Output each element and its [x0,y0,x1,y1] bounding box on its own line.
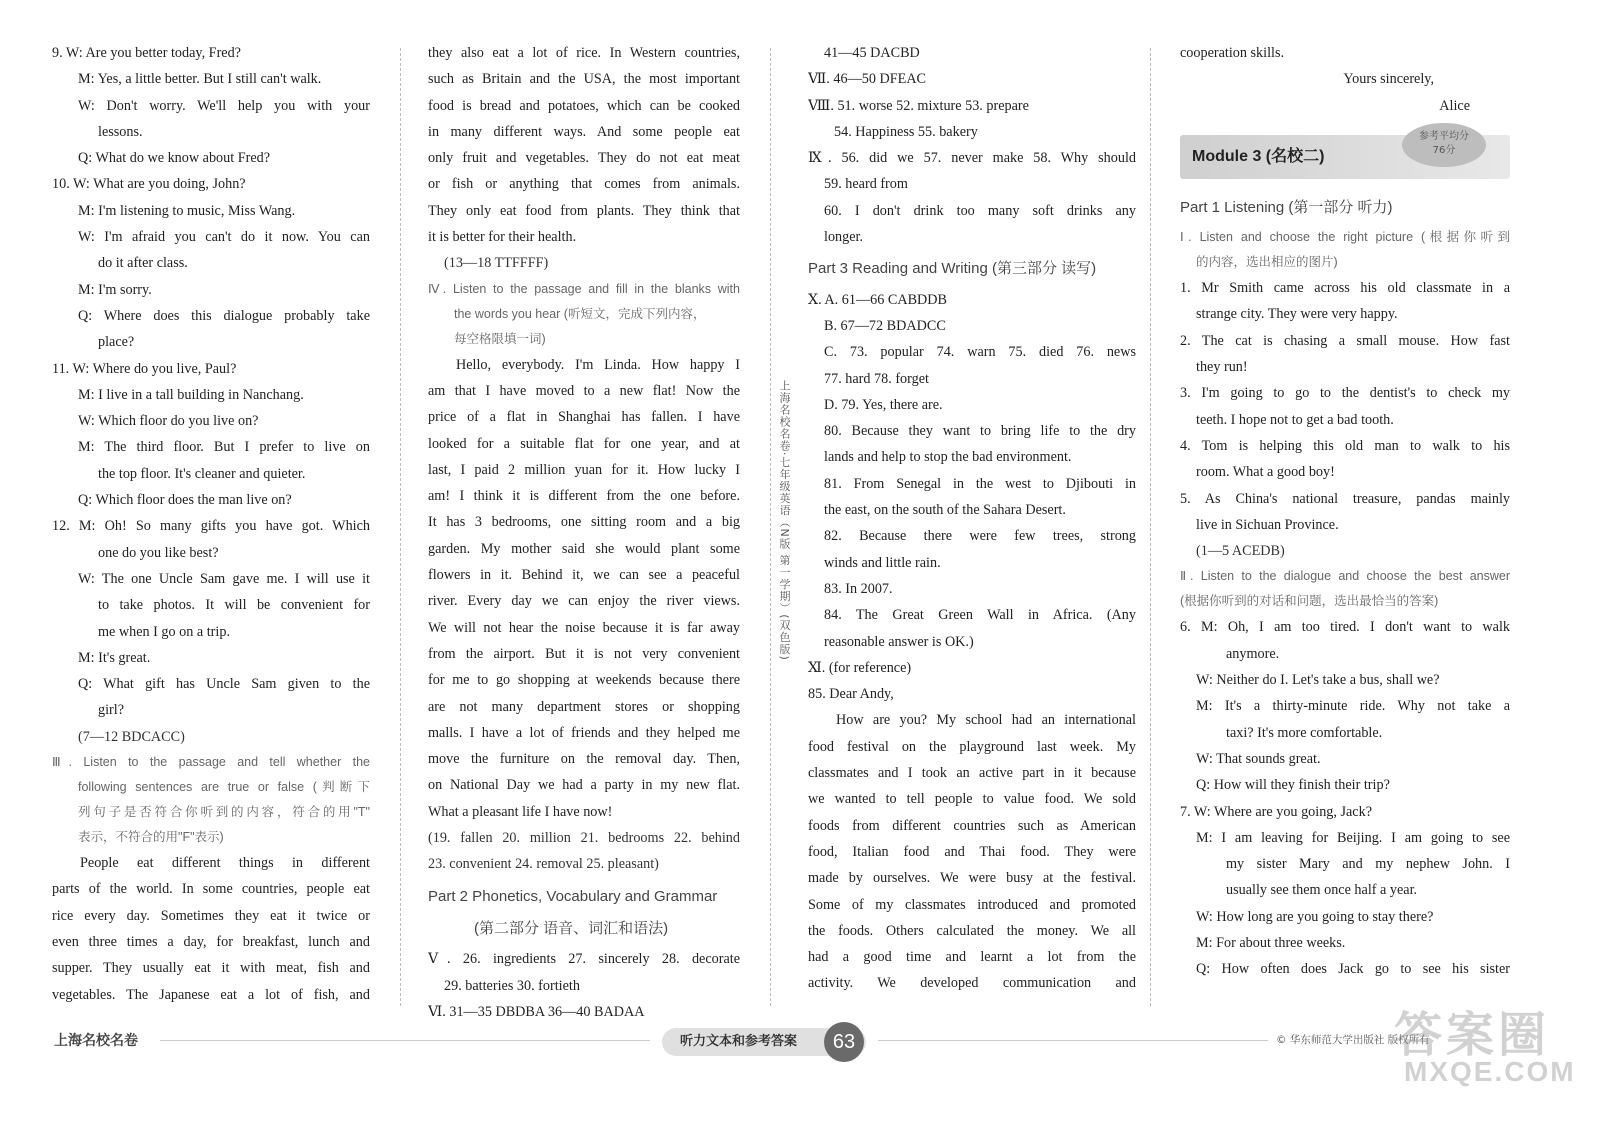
spine-text: 上海名校名卷·七年级英语（N版 第一学期）(双色版) [778,380,791,661]
text-line: They only eat food from plants. They think that [428,202,740,219]
column-2 [428,40,740,1025]
text-line: 的内容，选出相应的图片) [1196,255,1338,270]
text-line: W: Don't worry. We'll help you with your [78,97,370,114]
text-line: Part 1 Listening (第一部分 听力) [1180,198,1393,216]
text-line: the foods. Others calculated the money. We all [808,922,1136,939]
text-line: Hello, everybody. I'm Linda. How happy I [456,356,740,373]
text-line: 23. convenient 24. removal 25. pleasant) [428,856,659,873]
text-line: Ⅵ. 31—35 DBDBA 36—40 BADAA [428,1003,645,1020]
text-line: (根据你听到的对话和问题，选出最恰当的答案) [1180,594,1439,609]
text-line: foods from different countries such as American [808,817,1136,834]
text-line: Ⅱ. Listen to the dialogue and choose the best answer [1180,569,1510,584]
text-line: vegetables. The Japanese eat a lot of fish, and [52,986,370,1003]
text-line: 41—45 DACBD [824,45,920,61]
text-line: do it after class. [98,255,188,272]
text-line: 54. Happiness 55. bakery [834,123,978,140]
text-line: (13—18 TTFFFF) [444,255,549,272]
text-line: looked for a suitable flat for one year, and at [428,435,740,452]
footer-copyright: © 华东师范大学出版社 版权所有 [1276,1034,1430,1046]
text-line: 每空格限填一词) [454,331,546,346]
text-line: 10. W: What are you doing, John? [52,176,246,193]
text-line: 5. As China's national treasure, pandas mainly [1180,490,1510,507]
text-line: 7. W: Where are you going, Jack? [1180,803,1372,820]
text-line: am that I have moved to a new flat! Now the [428,382,740,399]
text-line: Ⅲ. Listen to the passage and tell whether the [52,755,370,770]
text-line: move the furniture on the removal day. Then, [428,751,740,768]
text-line: food festival on the playground last week. My [808,738,1136,755]
text-line: M: It's great. [78,649,151,666]
column-1 [52,40,370,1008]
text-line: place? [98,334,135,351]
watermark-url: MXQE.COM [1404,1056,1576,1087]
text-line: the words you hear (听短文，完成下列内容， [454,306,706,321]
badge-score: 76分 [1432,144,1456,156]
column-4 [1180,40,1510,983]
text-line: (19. fallen 20. million 21. bedrooms 22. behind [428,830,740,847]
text-line: am! I think it is different from the one before. [428,488,740,505]
text-line: W: The one Uncle Sam gave me. I will use it [78,570,370,587]
text-line: only fruit and vegetables. They do not eat meat [428,150,740,167]
text-line: How are you? My school had an international [836,712,1136,729]
text-line: Ⅶ. 46—50 DFEAC [808,71,927,88]
text-line: M: I live in a tall building in Nanchang. [78,386,304,403]
text-line: such as Britain and the USA, the most important [428,71,740,88]
footer-series-title: 上海名校名卷 [54,1033,138,1049]
text-line: Ⅳ. Listen to the passage and fill in the blanks with [428,281,740,296]
text-line: M: For about three weeks. [1196,935,1346,952]
footer [0,1028,1600,1068]
text-line: they also eat a lot of rice. In Western countries, [428,45,740,61]
text-line: 3. I'm going to go to the dentist's to check my [1180,385,1510,402]
text-line: Ⅷ. 51. worse 52. mixture 53. prepare [808,97,1029,114]
watermark-logo [1390,992,1590,1102]
text-line: are not many department stores or shopping [428,698,740,715]
text-line: (1—5 ACEDB) [1196,543,1285,560]
text-line: C. 73. popular 74. warn 75. died 76. news [824,344,1136,361]
text-line: on National Day we had a party in my new flat. [428,777,740,794]
text-line: usually see them once half a year. [1226,882,1418,899]
text-line: last, I paid 2 million yuan for it. How lucky I [428,461,740,478]
text-line: Ⅹ. A. 61—66 CABDDB [808,291,947,308]
text-line: my sister Mary and my nephew John. I [1226,856,1510,873]
text-line: live in Sichuan Province. [1196,516,1339,533]
text-line: flowers in it. Behind it, we can see a peaceful [428,567,740,584]
text-line: W: That sounds great. [1196,750,1321,767]
text-line: price of a flat in Shanghai has fallen. I have [428,409,740,426]
text-line: 6. M: Oh, I am too tired. I don't want to walk [1180,619,1510,636]
text-line: Yours sincerely, [1343,71,1434,88]
text-line: parts of the world. In some countries, people eat [52,881,370,898]
column-divider [1150,48,1151,1006]
text-line: M: The third floor. But I prefer to live on [78,439,370,456]
text-line: Q: Which floor does the man live on? [78,492,292,509]
text-line: Part 3 Reading and Writing (第三部分 读写) [808,260,1097,278]
text-line: Ⅸ. 56. did we 57. never make 58. Why should [808,150,1136,167]
text-line: one do you like best? [98,544,219,561]
text-line: following sentences are true or false (判断下 [78,780,370,795]
text-line: made by ourselves. We were busy at the festival. [808,870,1136,887]
text-line: Alice [1439,97,1470,114]
text-line: 29. batteries 30. fortieth [444,977,580,994]
text-line: Ⅰ. Listen and choose the right picture (根据你听到 [1180,230,1510,245]
text-line: M: I'm listening to music, Miss Wang. [78,202,296,219]
text-line: We will not hear the noise because it is far away [428,619,740,636]
text-line: river. Every day we can enjoy the river views. [428,593,740,610]
text-line: supper. They usually eat it with meat, fish and [52,960,370,977]
text-line: 84. The Great Green Wall in Africa. (Any [824,607,1136,624]
text-line: winds and little rain. [824,554,941,571]
text-line: M: I'm sorry. [78,281,152,298]
text-line: 1. Mr Smith came across his old classmate in a [1180,280,1510,297]
text-line: the east, on the south of the Sahara Desert. [824,502,1066,519]
text-line: D. 79. Yes, there are. [824,396,943,413]
text-line: 9. W: Are you better today, Fred? [52,45,241,61]
text-line: they run! [1196,359,1248,376]
text-line: Q: What do we know about Fred? [78,150,271,167]
text-line: we wanted to tell people to value food. We sold [808,791,1136,808]
module-title: Module 3 (名校二) [1192,147,1325,165]
text-line: garden. My mother said she would plant some [428,540,740,557]
text-line: 4. Tom is helping this old man to walk to his [1180,437,1510,454]
text-line: teeth. I hope not to get a bad tooth. [1196,411,1394,428]
text-line: Q: How often does Jack go to see his sister [1196,961,1510,978]
footer-rule [878,1040,1268,1041]
text-line: strange city. They were very happy. [1196,306,1398,323]
text-line: cooperation skills. [1180,45,1285,61]
text-line: reasonable answer is OK.) [824,633,974,650]
module-3-content [1180,195,1510,983]
text-line: the top floor. It's cleaner and quieter. [98,465,306,482]
text-line: me when I go on a trip. [98,623,230,640]
text-line: 82. Because there were few trees, strong [824,528,1136,545]
text-line: W: I'm afraid you can't do it now. You can [78,229,370,246]
text-line: 83. In 2007. [824,580,893,597]
column-divider [400,48,401,1006]
text-line: for me to go shopping at weekends because there [428,672,740,689]
watermark-text: 答案圈 [1394,1007,1551,1063]
text-line: food, Italian food and Thai food. They were [808,843,1136,860]
footer-section-title: 听力文本和参考答案 [662,1028,866,1056]
text-line: 列句子是否符合你听到的内容，符合的用"T" [78,805,370,820]
text-line: It has 3 bedrooms, one sitting room and a big [428,514,740,531]
text-line: Q: How will they finish their trip? [1196,777,1390,794]
text-line: What a pleasant life I have now! [428,803,613,820]
text-line: to take photos. It will be convenient for [98,597,370,614]
text-line: 12. M: Oh! So many gifts you have got. Which [52,518,370,535]
average-score-badge [1402,123,1486,167]
text-line: M: Yes, a little better. But I still can't walk. [78,71,322,88]
text-line: it is better for their health. [428,229,577,246]
text-line: (7—12 BDCACC) [78,728,185,745]
column-3 [808,40,1136,997]
text-line: (第二部分 语音、词汇和语法) [474,919,669,937]
footer-rule [160,1040,650,1041]
text-line: Part 2 Phonetics, Vocabulary and Grammar [428,887,718,905]
text-line: Ⅺ. (for reference) [808,659,912,676]
text-line: Q: What gift has Uncle Sam given to the [78,676,370,693]
text-line: lessons. [98,123,143,140]
text-line: 2. The cat is chasing a small mouse. How fast [1180,332,1510,349]
text-line: Ⅴ. 26. ingredients 27. sincerely 28. decorate [428,951,740,968]
text-line: W: Which floor do you live on? [78,413,259,430]
text-line: 85. Dear Andy, [808,686,894,703]
module-banner [1180,130,1510,179]
text-line: 59. heard from [824,176,908,193]
badge-label: 参考平均分 [1419,130,1469,142]
text-line: even three times a day, for breakfast, lunch and [52,933,370,950]
text-line: room. What a good boy! [1196,464,1335,481]
text-line: classmates and I took an active part in it because [808,765,1136,782]
text-line: lands and help to stop the bad environment. [824,449,1072,466]
text-line: People eat different things in different [80,855,370,872]
text-line: 表示，不符合的用"F"表示) [78,830,224,845]
text-line: B. 67—72 BDADCC [824,317,946,334]
text-line: Some of my classmates introduced and promoted [808,896,1136,913]
text-line: M: It's a thirty-minute ride. Why not take a [1196,698,1510,715]
text-line: 81. From Senegal in the west to Djibouti in [824,475,1136,492]
text-line: from the airport. But it is not very convenient [428,645,740,662]
text-line: longer. [824,229,864,246]
text-line: had a good time and learnt a lot from the [808,949,1136,966]
text-line: 77. hard 78. forget [824,370,929,387]
text-line: Q: Where does this dialogue probably take [78,307,370,324]
text-line: taxi? It's more comfortable. [1226,724,1383,741]
text-line: anymore. [1226,645,1280,662]
text-line: M: I am leaving for Beijing. I am going to see [1196,829,1510,846]
letter-ending [1180,40,1510,119]
text-line: rice every day. Sometimes they eat it twice or [52,907,370,924]
text-line: W: How long are you going to stay there? [1196,908,1434,925]
text-line: W: Neither do I. Let's take a bus, shall we? [1196,672,1440,689]
text-line: 80. Because they want to bring life to the dry [824,423,1136,440]
text-line: 11. W: Where do you live, Paul? [52,360,237,377]
text-line: in many different ways. And some people eat [428,123,740,140]
page-number: 63 [824,1022,864,1062]
text-line: malls. I have a lot of friends and they helped me [428,724,740,741]
text-line: activity. We developed communication and [808,975,1136,992]
text-line: 60. I don't drink too many soft drinks any [824,202,1136,219]
text-line: food is bread and potatoes, which can be cooked [428,97,740,114]
text-line: or fish or anything that comes from animals. [428,176,740,193]
text-line: girl? [98,702,124,719]
